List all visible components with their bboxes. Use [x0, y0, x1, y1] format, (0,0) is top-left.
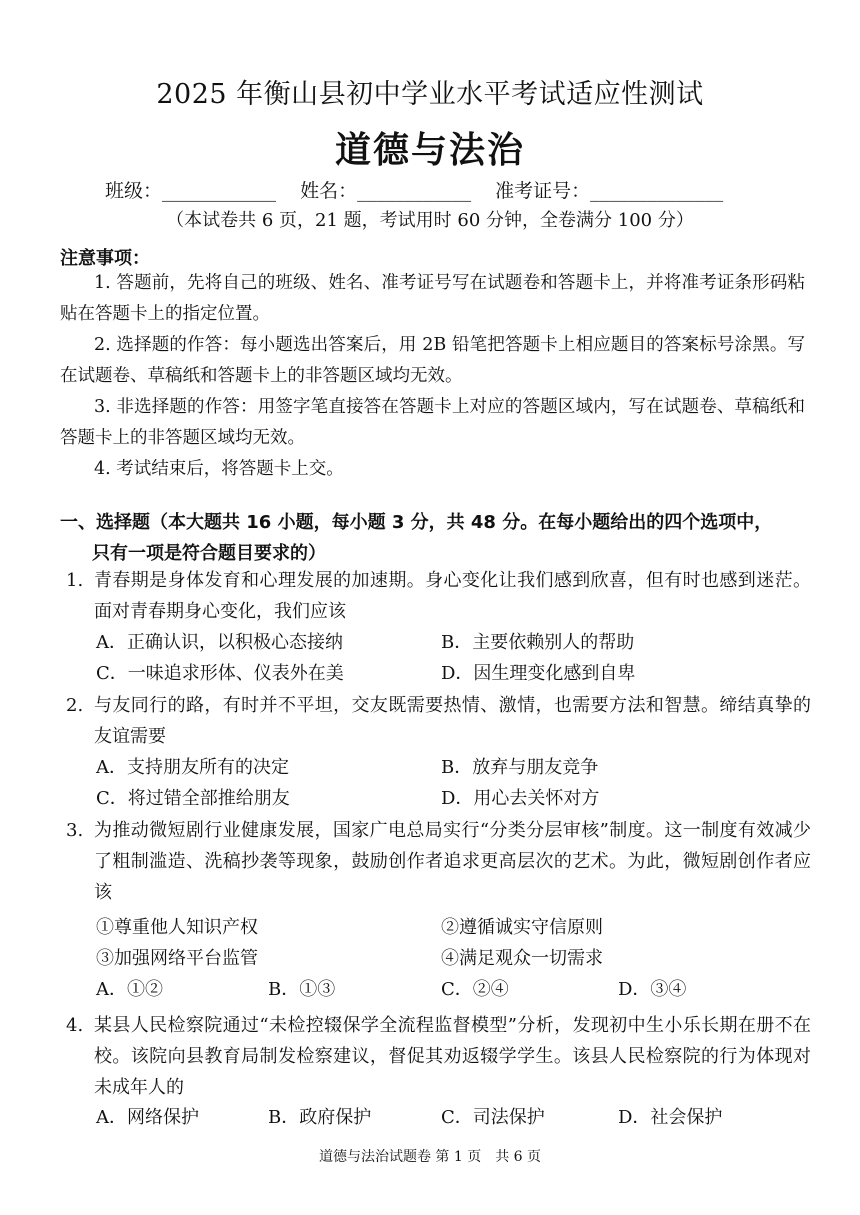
option-d: D．用心去关怀对方 — [441, 788, 600, 809]
note-item-2: 2. 选择题的作答：每小题选出答案后，用 2B 铅笔把答题卡上相应题目的答案标号涂黑。写在试题卷、草稿纸和答题卡上的非答题区域均无效。 — [60, 335, 805, 386]
question-1-options — [96, 627, 816, 689]
option-a: A．网络保护 — [96, 1107, 199, 1128]
name-field: 姓名：____________ — [300, 180, 472, 202]
question-2-options — [96, 752, 816, 814]
statement-2: ②遵循诚实守信原则 — [441, 917, 603, 938]
question-4 — [66, 1010, 811, 1103]
option-b: B．主要依赖别人的帮助 — [441, 632, 635, 653]
statement-3: ③加强网络平台监管 — [96, 948, 258, 969]
question-number: 2. — [66, 695, 84, 716]
note-item-4: 4. 考试结束后，将答题卡上交。 — [94, 459, 344, 479]
question-text: 与友同行的路，有时并不平坦，交友既需要热情、激情，也需要方法和智慧。缔结真挚的友谊需要 — [94, 695, 811, 747]
question-2 — [66, 690, 811, 752]
exam-id-field: 准考证号：______________ — [495, 180, 724, 202]
option-b: B．放弃与朋友竞争 — [441, 757, 599, 778]
option-b: B．政府保护 — [268, 1107, 372, 1128]
option-b: B．①③ — [268, 979, 336, 1000]
section-heading-line2: 只有一项是符合题目要求的） — [92, 543, 326, 564]
option-d: D．社会保护 — [618, 1107, 723, 1128]
question-number: 3. — [66, 820, 84, 841]
question-number: 1. — [66, 570, 84, 591]
question-3 — [66, 815, 811, 908]
page-footer: 道德与法治试题卷 第 1 页 共 6 页 — [318, 1149, 542, 1165]
statement-4: ④满足观众一切需求 — [441, 948, 603, 969]
student-info-fields — [105, 176, 765, 203]
option-a: A．支持朋友所有的决定 — [96, 757, 289, 778]
subject-title: 道德与法治 — [334, 130, 525, 171]
option-c: C．将过错全部推给朋友 — [96, 788, 290, 809]
question-1 — [66, 565, 811, 627]
question-3-statements — [96, 912, 816, 1005]
section-heading — [60, 507, 820, 569]
question-4-options — [96, 1102, 816, 1133]
question-text: 某县人民检察院通过“未检控辍保学全流程监督模型”分析，发现初中生小乐长期在册不在校。该院向县教育局制发检察建议，督促其劝返辍学学生。该县人民检察院的行为体现对未成年人的 — [94, 1015, 811, 1098]
question-number: 4. — [66, 1015, 84, 1036]
notes-heading: 注意事项： — [60, 248, 150, 269]
option-c: C．②④ — [441, 979, 509, 1000]
question-text: 为推动微短剧行业健康发展，国家广电总局实行“分类分层审核”制度。这一制度有效减少了粗制滥造、洗稿抄袭等现象，鼓励创作者追求更高层次的艺术。为此，微短剧创作者应该 — [94, 820, 811, 903]
option-d: D．因生理变化感到自卑 — [441, 663, 636, 684]
question-text: 青春期是身体发育和心理发展的加速期。身心变化让我们感到欣喜，但有时也感到迷茫。面对青春期身心变化，我们应该 — [94, 570, 811, 622]
option-d: D．③④ — [618, 979, 687, 1000]
class-field: 班级：____________ — [105, 180, 277, 202]
option-a: A．正确认识，以积极心态接纳 — [96, 632, 343, 653]
option-c: C．一味追求形体、仪表外在美 — [96, 663, 344, 684]
exam-info: （本试卷共 6 页，21 题，考试用时 60 分钟，全卷满分 100 分） — [166, 210, 694, 231]
note-item-1: 1. 答题前，先将自己的班级、姓名、准考证号写在试题卷和答题卡上，并将准考证条形码粘贴在答题卡上的指定位置。 — [60, 273, 805, 324]
section-heading-line1: 一、选择题（本大题共 16 小题，每小题 3 分，共 48 分。在每小题给出的四个选项中， — [60, 512, 773, 533]
note-item-3: 3. 非选择题的作答：用签字笔直接答在答题卡上对应的答题区域内，写在试题卷、草稿纸和答题卡上的非答题区域均无效。 — [60, 397, 805, 448]
option-a: A．①② — [96, 979, 163, 1000]
statement-1: ①尊重他人知识产权 — [96, 917, 258, 938]
option-c: C．司法保护 — [441, 1107, 545, 1128]
exam-title: 2025 年衡山县初中学业水平考试适应性测试 — [156, 79, 704, 110]
